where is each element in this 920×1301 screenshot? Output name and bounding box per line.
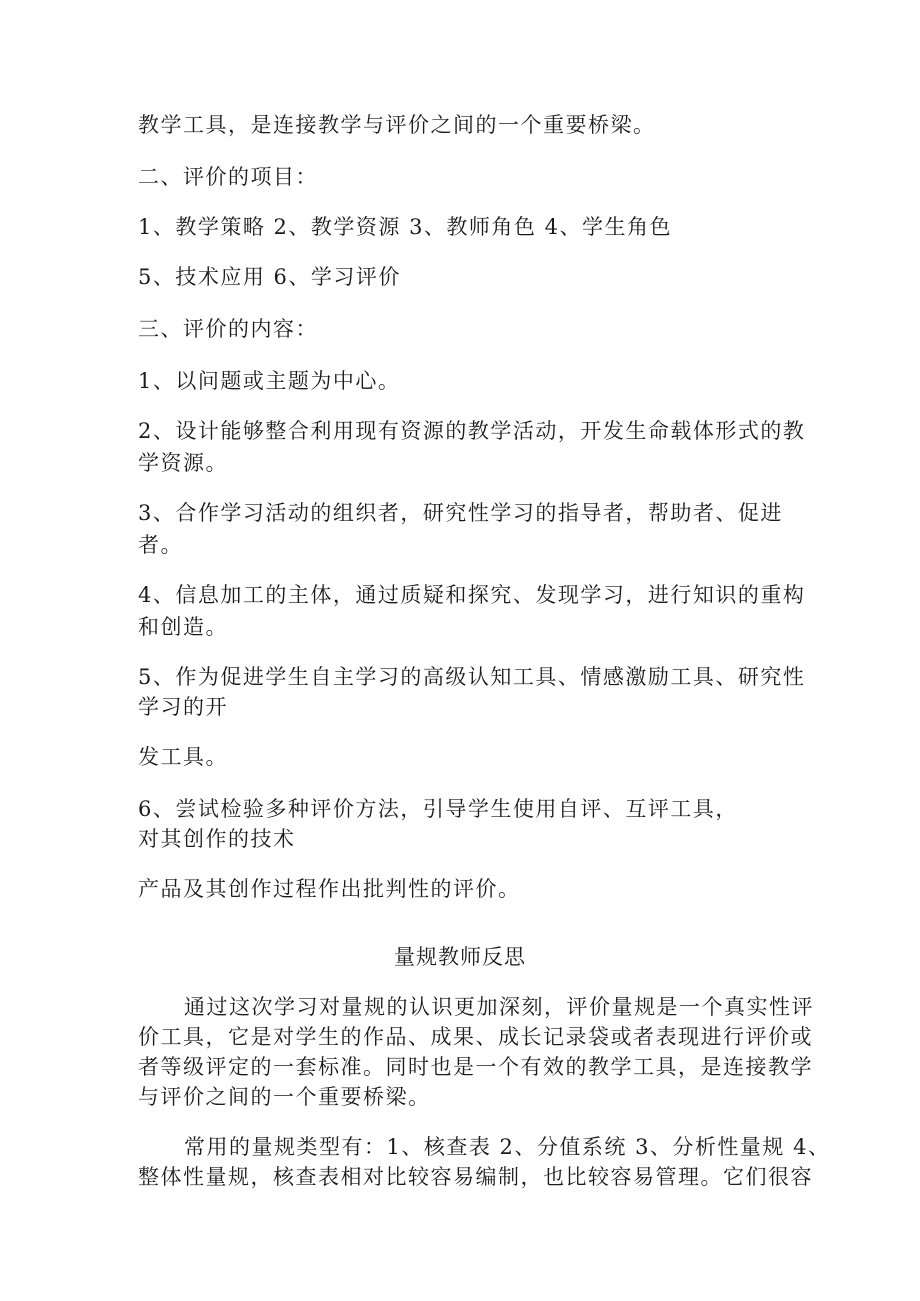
text-line: 5、技术应用 6、学习评价 — [138, 265, 401, 289]
text-line: 6、尝试检验多种评价方法，引导学生使用自评、互评工具， — [138, 797, 738, 821]
paragraph-line: 者等级评定的一套标准。同时也是一个有效的教学工具，是连接教学 — [138, 1055, 813, 1079]
text-line: 2、设计能够整合利用现有资源的教学活动，开发生命载体形式的教 — [138, 419, 806, 443]
paragraph-line: 与评价之间的一个重要桥梁。 — [138, 1085, 431, 1109]
text-line: 学资源。 — [138, 451, 228, 475]
paragraph-line: 价工具，它是对学生的作品、成果、成长记录袋或者表现进行评价或 — [138, 1025, 813, 1049]
text-line: 4、信息加工的主体，通过质疑和探究、发现学习，进行知识的重构 — [138, 583, 806, 607]
paragraph-line: 整体性量规，核查表相对比较容易编制，也比较容易管理。它们很容 — [138, 1165, 813, 1189]
section-title: 量规教师反思 — [394, 945, 526, 969]
text-line: 和创造。 — [138, 615, 228, 639]
text-line: 发工具。 — [138, 745, 228, 769]
text-line: 者。 — [138, 533, 183, 557]
text-line: 学习的开 — [138, 695, 228, 719]
section-heading-evaluation-items: 二、评价的项目： — [138, 165, 318, 189]
text-line: 1、教学策略 2、教学资源 3、教师角色 4、学生角色 — [138, 215, 672, 239]
paragraph-line: 常用的量规类型有：1、核查表 2、分值系统 3、分析性量规 4、 — [184, 1135, 831, 1159]
text-line: 1、以问题或主题为中心。 — [138, 369, 401, 393]
text-line: 对其创作的技术 — [138, 827, 296, 851]
section-heading-evaluation-content: 三、评价的内容： — [138, 317, 318, 341]
paragraph-line: 通过这次学习对量规的认识更加深刻，评价量规是一个真实性评 — [184, 995, 814, 1019]
text-line: 3、合作学习活动的组织者，研究性学习的指导者，帮助者、促进 — [138, 501, 783, 525]
text-line: 教学工具，是连接教学与评价之间的一个重要桥梁。 — [138, 113, 656, 137]
text-line: 5、作为促进学生自主学习的高级认知工具、情感激励工具、研究性 — [138, 665, 806, 689]
text-line: 产品及其创作过程作出批判性的评价。 — [138, 877, 521, 901]
